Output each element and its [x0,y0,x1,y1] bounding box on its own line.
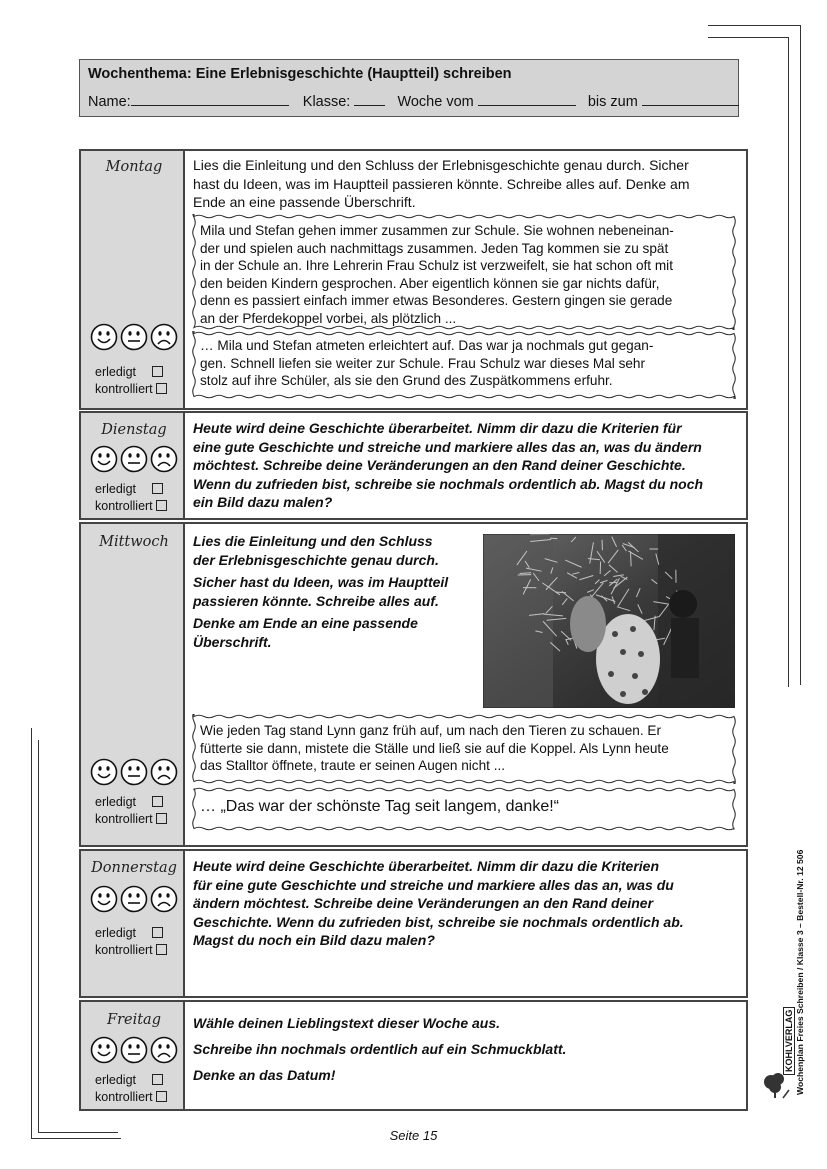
header-fields [88,93,739,110]
task-line: eine gute Geschichte und streiche und markiere alles das an, was du ändern [193,438,702,455]
happy-face-icon[interactable] [90,445,118,473]
klasse-field[interactable] [354,93,385,106]
task-line: Magst du noch ein Bild dazu malen? [193,932,435,948]
task-line: Wähle deinen Lieblingstext dieser Woche aus. [193,1015,501,1031]
day-row-dienstag [79,411,748,520]
day-cell [79,149,185,410]
story-line: gen. Schnell liefen sie weiter zur Schule. Frau Schulz war dieses Mal sehr [200,355,646,371]
day-cell [79,1000,185,1111]
smiley-row [86,885,182,918]
done-label: erledigt [95,795,136,809]
done-check[interactable] [95,364,167,381]
checked-check[interactable] [95,942,167,959]
checkbox[interactable] [152,483,163,494]
frame-line-left [38,740,39,1132]
task-line: Überschrift. [193,634,272,650]
neutral-face-icon[interactable] [120,885,148,913]
checked-check[interactable] [95,811,167,828]
task-line: Denke an das Datum! [193,1067,336,1083]
name-label: Name: [88,94,131,110]
sad-face-icon[interactable] [150,885,178,913]
story-intro-box [189,214,739,330]
checkbox[interactable] [152,796,163,807]
story-line: in der Schule an. Ihre Lehrerin Frau Schulz ist verzweifelt, sie hat schon oft mit [200,258,673,274]
story-line: an der Pferdekoppel vorbei, als plötzlich ... [200,310,457,326]
name-field[interactable] [131,93,289,106]
story-line: fütterte sie dann, mistete die Ställe und ließ sie auf die Koppel. Als Lynn heute [200,740,669,756]
day-cell [79,522,185,847]
checked-check[interactable] [95,381,167,398]
done-check[interactable] [95,481,167,498]
done-label: erledigt [95,482,136,496]
sad-face-icon[interactable] [150,323,178,351]
task-text [193,419,703,512]
page-number: Seite 15 [389,1128,438,1143]
checked-label: kontrolliert [95,943,153,957]
checked-label: kontrolliert [95,382,153,396]
task-line: ein Bild dazu malen? [193,494,333,510]
day-cell [79,411,185,520]
happy-face-icon[interactable] [90,1036,118,1064]
checkbox[interactable] [152,927,163,938]
task-text [193,857,684,950]
checked-check[interactable] [95,498,167,515]
story-line: Wie jeden Tag stand Lynn ganz früh auf, um nach den Tieren zu schauen. Er [200,723,661,738]
frame-line-left [31,728,32,1138]
smiley-row [86,445,182,478]
day-name: Freitag [107,1012,161,1028]
smiley-row [86,323,182,356]
task-line: Ende an eine passende Überschrift. [193,194,416,210]
done-label: erledigt [95,926,136,940]
story-line: stolz auf ihre Schüler, als sie den Grund des Zuspätkommens erfuhr. [200,373,613,389]
day-row-montag [79,149,748,410]
day-row-freitag [79,1000,748,1111]
task-line: Wenn du zufrieden bist, schreibe sie nochmals ordentlich ab. Magst du noch [193,475,704,492]
task-line: passieren könnte. Schreibe alles auf. [193,593,439,609]
checkbox[interactable] [156,944,167,955]
neutral-face-icon[interactable] [120,323,148,351]
story-intro-box [189,714,739,784]
day-row-mittwoch [79,522,748,847]
done-check[interactable] [95,1072,167,1089]
frame-line-top-right [708,25,800,26]
hay-throwing-photo [483,534,735,708]
task-line: Denke am Ende an eine passende [193,615,418,631]
status-checks [95,794,167,828]
content-cell [185,149,748,410]
bis-field[interactable] [642,93,739,106]
day-cell [79,849,185,998]
klasse-label: Klasse: [302,94,351,110]
task-line: Heute wird deine Geschichte überarbeitet. Nimm dir dazu die Kriterien [193,858,659,874]
day-row-donnerstag [79,849,748,998]
neutral-face-icon[interactable] [120,445,148,473]
done-check[interactable] [95,925,167,942]
happy-face-icon[interactable] [90,885,118,913]
task-line: Heute wird deine Geschichte überarbeitet. Nimm dir dazu die Kriterien für [193,420,682,436]
worksheet-header [79,59,739,117]
checked-label: kontrolliert [95,812,153,826]
worksheet-title: Wochenthema: Eine Erlebnisgeschichte (Hauptteil) schreiben [88,66,512,82]
woche-label: Woche vom [397,94,474,110]
sad-face-icon[interactable] [150,758,178,786]
checked-label: kontrolliert [95,499,153,513]
checkbox[interactable] [156,813,167,824]
publisher-sidebar [775,700,815,1100]
happy-face-icon[interactable] [90,323,118,351]
bis-label: bis zum [587,94,638,110]
task-line: ändern möchtest. Schreibe deine Veränderungen an den Rand deiner [193,895,654,911]
checkbox[interactable] [156,1091,167,1102]
checked-check[interactable] [95,1089,167,1106]
sad-face-icon[interactable] [150,1036,178,1064]
publisher-tree-icon [761,1070,791,1100]
checkbox[interactable] [156,383,167,394]
task-text [193,1010,566,1088]
story-ending-box [189,787,739,831]
story-line: den beiden Kindern gesprochen. Aber eigentlich können sie gar nichts dafür, [200,275,660,291]
status-checks [95,481,167,515]
task-line: Geschichte. Wenn du zufrieden bist, schreibe sie nochmals ordentlich ab. [193,913,684,930]
task-line: der Erlebnisgeschichte genau durch. [193,552,439,568]
content-cell [185,849,748,998]
content-cell [185,522,748,847]
checkbox[interactable] [156,500,167,511]
story-line: … Mila und Stefan atmeten erleichtert auf. Das war ja nochmals gut gegan- [200,338,654,353]
story-line: der und spielen auch nachmittags zusammen. Jeden Tag kommen sie zu spät [200,240,669,256]
frame-line-right [788,37,789,687]
done-label: erledigt [95,365,136,379]
day-name: Mittwoch [99,534,169,550]
frame-line-right [800,25,801,685]
task-line: Lies die Einleitung und den Schluss [193,533,433,549]
status-checks [95,925,167,959]
checkbox[interactable] [152,366,163,377]
happy-face-icon[interactable] [90,758,118,786]
sad-face-icon[interactable] [150,445,178,473]
content-cell [185,411,748,520]
series-info: Wochenplan Freies Schreiben / Klasse 3 – Bestell-Nr. 12 506 [795,849,805,1095]
story-line: Mila und Stefan gehen immer zusammen zur Schule. Sie wohnen nebeneinan- [200,223,674,238]
publisher-name: KOHLVERLAG [784,1009,794,1072]
story-line: denn es passiert einfach immer etwas Besonderes. Gestern gingen sie gerade [200,293,673,309]
done-check[interactable] [95,794,167,811]
task-text [193,532,448,652]
neutral-face-icon[interactable] [120,1036,148,1064]
task-line: hast du Ideen, was im Hauptteil passieren könnte. Schreibe alles auf. Denke am [193,175,690,192]
task-line: möchtest. Schreibe deine Veränderungen an den Rand deiner Geschichte. [193,457,686,473]
frame-line-top-right [708,37,788,38]
task-text [193,156,690,212]
publisher-logo [783,1007,795,1075]
checked-label: kontrolliert [95,1090,153,1104]
checkbox[interactable] [152,1074,163,1085]
task-line: Sicher hast du Ideen, was im Hauptteil [193,574,449,590]
story-line: … „Das war der schönste Tag seit langem, danke!“ [200,798,559,815]
day-name: Montag [105,159,163,175]
task-line: Lies die Einleitung und den Schluss der Erlebnisgeschichte genau durch. Sicher [193,157,689,173]
done-label: erledigt [95,1073,136,1087]
status-checks [95,364,167,398]
story-ending-box [189,331,739,399]
content-cell [185,1000,748,1111]
status-checks [95,1072,167,1106]
story-line: das Stalltor öffnete, traute er seinen Augen nicht ... [200,758,506,774]
smiley-row [86,758,182,791]
farm-photo [483,534,735,708]
task-line: Schreibe ihn nochmals ordentlich auf ein Schmuckblatt. [193,1041,567,1057]
task-line: für eine gute Geschichte und streiche und markiere alles das an, was du [193,876,674,893]
smiley-row [86,1036,182,1069]
day-name: Donnerstag [91,860,177,876]
neutral-face-icon[interactable] [120,758,148,786]
woche-field[interactable] [478,93,576,106]
day-name: Dienstag [101,422,167,438]
